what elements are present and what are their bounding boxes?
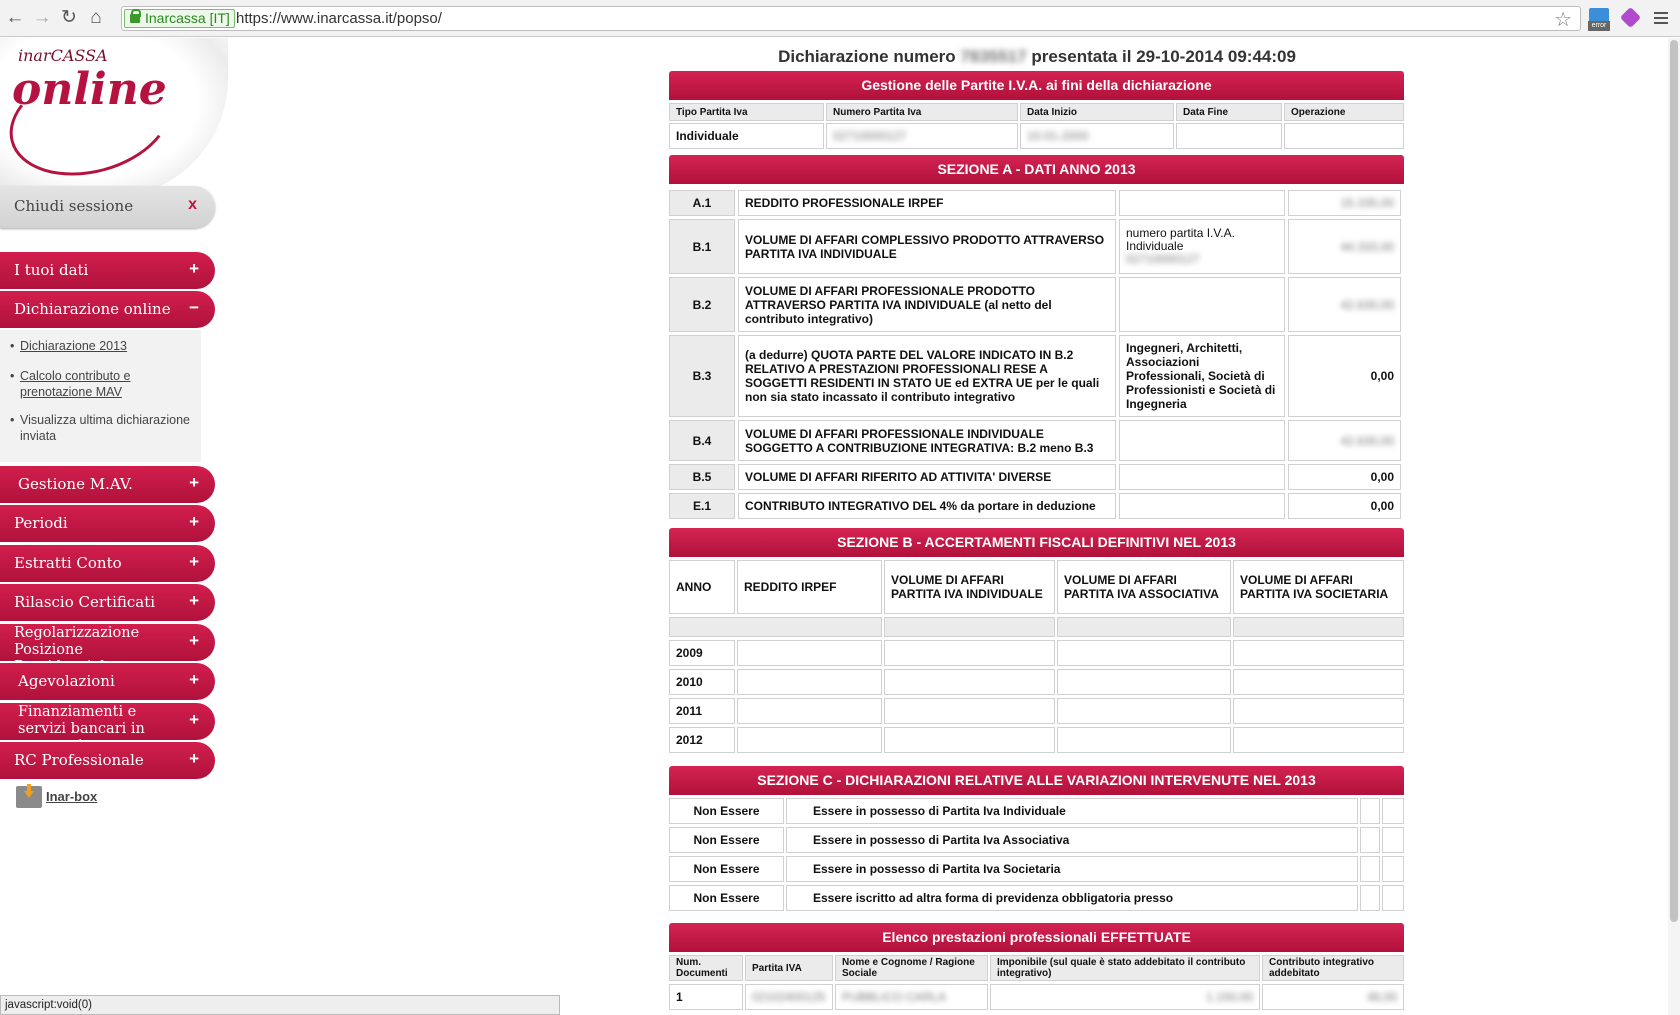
year-cell: 2011 xyxy=(669,698,735,724)
browser-toolbar xyxy=(0,0,1680,37)
plus-icon: + xyxy=(189,259,199,278)
row-desc: (a dedurre) QUOTA PARTE DEL VALORE INDICATO IN B.2 RELATIVO A PRESTAZIONI PROFESSIONALI RESE A SOGGETTI RESIDENTI IN STATO UE ed EXTRA UE per le quali non sia stato incassato il contributo integrativo xyxy=(738,335,1116,417)
tag-icon xyxy=(1620,7,1641,28)
row-code: A.1 xyxy=(669,190,735,216)
ext-badge: error xyxy=(1588,21,1610,31)
logo[interactable] xyxy=(0,38,228,198)
plus-icon: + xyxy=(189,670,199,689)
submenu xyxy=(0,330,201,462)
piva-operazione xyxy=(1284,123,1404,149)
year-cell: 2010 xyxy=(669,669,735,695)
grey-spacer xyxy=(884,617,1055,637)
variation-status: Non Essere xyxy=(669,885,784,911)
empty-cell xyxy=(1057,698,1231,724)
row-code: B.1 xyxy=(669,219,735,274)
reload-icon[interactable]: ↻ xyxy=(61,7,77,28)
menu-item-gestione-mav[interactable] xyxy=(0,466,215,503)
plus-icon: + xyxy=(189,631,199,650)
row-desc: CONTRIBUTO INTEGRATIVO DEL 4% da portare in deduzione xyxy=(738,493,1116,519)
prestazione-piva: 02102400125 xyxy=(745,984,833,1010)
menu-item-label: Estratti Conto xyxy=(14,554,122,572)
col-header: Contributo integrativo addebitato xyxy=(1262,955,1404,981)
grey-spacer xyxy=(1057,617,1231,637)
col-header: Numero Partita Iva xyxy=(826,103,1018,121)
col-header: VOLUME DI AFFARI PARTITA IVA ASSOCIATIVA xyxy=(1057,560,1231,614)
col-header: Nome e Cognome / Ragione Sociale xyxy=(835,955,988,981)
lock-icon xyxy=(130,14,140,23)
menu-item-label: Rilascio Certificati xyxy=(14,593,156,611)
empty-cell xyxy=(1233,640,1404,666)
empty-cell xyxy=(1360,798,1380,824)
menu-item-label: RC Professionale xyxy=(14,751,144,769)
status-bar: javascript:void(0) xyxy=(0,995,560,1015)
row-note xyxy=(1119,277,1285,332)
menu-item-rilascio-certificati[interactable] xyxy=(0,584,215,621)
empty-cell xyxy=(1233,698,1404,724)
variation-status: Non Essere xyxy=(669,827,784,853)
col-header: Partita IVA xyxy=(745,955,833,981)
row-desc: VOLUME DI AFFARI PROFESSIONALE PRODOTTO ATTRAVERSO PARTITA IVA INDIVIDUALE (al netto del contributo integrativo) xyxy=(738,277,1116,332)
menu-item-rc-professionale[interactable] xyxy=(0,742,215,779)
scrollbar-thumb[interactable] xyxy=(1670,40,1678,922)
submenu-text[interactable]: Visualizza ultima dichiarazione inviata xyxy=(20,413,190,443)
empty-cell xyxy=(1382,856,1404,882)
row-value: 0,00 xyxy=(1288,335,1401,417)
row-desc: VOLUME DI AFFARI RIFERITO AD ATTIVITA' DIVERSE xyxy=(738,464,1116,490)
grey-spacer xyxy=(669,617,882,637)
empty-cell xyxy=(737,698,882,724)
row-value: 0,00 xyxy=(1288,493,1401,519)
logo-text-big: online xyxy=(12,64,167,115)
row-note xyxy=(1119,190,1285,216)
row-desc: REDDITO PROFESSIONALE IRPEF xyxy=(738,190,1116,216)
col-header: VOLUME DI AFFARI PARTITA IVA INDIVIDUALE xyxy=(884,560,1055,614)
bullet-icon: • xyxy=(10,413,15,427)
row-note xyxy=(1119,493,1285,519)
empty-cell xyxy=(737,727,882,753)
grey-spacer xyxy=(1233,617,1404,637)
download-icon xyxy=(16,786,42,808)
url-text[interactable]: https://www.inarcassa.it/popso/ xyxy=(236,10,442,27)
empty-cell xyxy=(1360,856,1380,882)
row-value: 42.630,00 xyxy=(1288,420,1401,461)
empty-cell xyxy=(884,669,1055,695)
back-arrow-icon[interactable]: ← xyxy=(5,7,25,28)
logo-text-small: inarCASSA xyxy=(18,46,108,65)
menu-item-label: Finanziamenti e servizi bancari in xyxy=(18,704,145,737)
menu-item-dichiarazione-online[interactable] xyxy=(0,291,215,328)
empty-cell xyxy=(884,640,1055,666)
empty-cell xyxy=(1233,669,1404,695)
menu-item-label: I tuoi dati xyxy=(14,261,89,279)
declaration-number: 7835517 xyxy=(960,47,1027,66)
variation-desc: Essere in possesso di Partita Iva Individuale xyxy=(786,798,1358,824)
col-header: Tipo Partita Iva xyxy=(669,103,824,121)
plus-icon: + xyxy=(189,749,199,768)
row-code: B.2 xyxy=(669,277,735,332)
row-note: numero partita I.V.A. Individuale 02710000127 xyxy=(1119,219,1285,274)
variation-desc: Essere in possesso di Partita Iva Associativa xyxy=(786,827,1358,853)
menu-item-label: Regolarizzazione Posizione xyxy=(14,625,140,658)
variation-desc: Essere iscritto ad altra forma di previdenza obbligatoria presso xyxy=(786,885,1358,911)
col-header: REDDITO IRPEF xyxy=(737,560,882,614)
empty-cell xyxy=(1382,827,1404,853)
menu-item-periodi[interactable] xyxy=(0,505,215,542)
page-title xyxy=(668,47,1406,67)
year-cell: 2012 xyxy=(669,727,735,753)
submenu-link[interactable]: Calcolo contributo e prenotazione MAV xyxy=(20,369,131,399)
row-note xyxy=(1119,420,1285,461)
sidebar xyxy=(0,38,218,1015)
logout-button[interactable] xyxy=(0,186,215,228)
col-header: Operazione xyxy=(1284,103,1404,121)
empty-cell xyxy=(1057,669,1231,695)
plus-icon: + xyxy=(189,552,199,571)
menu-item-label: Dichiarazione online xyxy=(14,300,171,318)
row-value: 42.630,00 xyxy=(1288,277,1401,332)
menu-item-finanziamenti[interactable] xyxy=(0,703,215,740)
variation-status: Non Essere xyxy=(669,856,784,882)
inar-box-link[interactable] xyxy=(16,786,136,808)
menu-item-label: Periodi xyxy=(14,514,68,532)
empty-cell xyxy=(737,640,882,666)
prestazione-imponibile: 1.150,00 xyxy=(990,984,1260,1010)
ssl-label: Inarcassa [IT] xyxy=(145,10,230,26)
row-code: E.1 xyxy=(669,493,735,519)
menu-hamburger-icon[interactable] xyxy=(1652,9,1674,31)
row-note xyxy=(1119,464,1285,490)
menu-item-tuoi-dati[interactable] xyxy=(0,252,215,289)
section-header-piva: Gestione delle Partite I.V.A. ai fini della dichiarazione xyxy=(669,71,1404,100)
col-header: Imponibile (sul quale è stato addebitato il contributo integrativo) xyxy=(990,955,1260,981)
col-header: VOLUME DI AFFARI PARTITA IVA SOCIETARIA xyxy=(1233,560,1404,614)
empty-cell xyxy=(1360,885,1380,911)
variation-status: Non Essere xyxy=(669,798,784,824)
row-code: B.4 xyxy=(669,420,735,461)
ssl-badge[interactable] xyxy=(124,9,235,28)
prestazione-contributo: 46,00 xyxy=(1262,984,1404,1010)
close-icon: x xyxy=(188,196,197,213)
section-header-b: SEZIONE B - ACCERTAMENTI FISCALI DEFINITIVI NEL 2013 xyxy=(669,528,1404,557)
col-header: Data Fine xyxy=(1176,103,1282,121)
menu-item-agevolazioni[interactable] xyxy=(0,663,215,700)
row-note: Ingegneri, Architetti, Associazioni Professionali, Società di Professionisti e Società di Ingegneria xyxy=(1119,335,1285,417)
menu-item-label: Gestione M.AV. xyxy=(18,475,133,493)
empty-cell xyxy=(884,727,1055,753)
extension-icon[interactable] xyxy=(1588,8,1610,30)
piva-data-inizio: 10-01-2000 xyxy=(1020,123,1174,149)
logout-label: Chiudi sessione xyxy=(14,197,134,215)
menu-item-estratti-conto[interactable] xyxy=(0,545,215,582)
forward-arrow-icon[interactable]: → xyxy=(32,7,52,28)
title-suffix: presentata il 29-10-2014 09:44:09 xyxy=(1031,47,1296,66)
piva-tipo: Individuale xyxy=(669,123,824,149)
address-bar[interactable] xyxy=(121,6,1581,31)
inar-box-label: Inar-box xyxy=(46,789,98,804)
row-value: 44.333,00 xyxy=(1288,219,1401,274)
plus-icon: + xyxy=(189,591,199,610)
section-header-prestazioni: Elenco prestazioni professionali EFFETTUATE xyxy=(669,923,1404,952)
bookmark-star-icon[interactable]: ☆ xyxy=(1554,9,1572,31)
plus-icon: + xyxy=(189,512,199,531)
prestazione-nome: PUBBLICO CARLA xyxy=(835,984,988,1010)
title-prefix: Dichiarazione numero xyxy=(778,47,956,66)
section-header-c: SEZIONE C - DICHIARAZIONI RELATIVE ALLE VARIAZIONI INTERVENUTE NEL 2013 xyxy=(669,766,1404,795)
col-header: Num. Documenti xyxy=(669,955,743,981)
empty-cell xyxy=(737,669,882,695)
submenu-link[interactable]: Dichiarazione 2013 xyxy=(20,339,128,353)
bullet-icon: • xyxy=(10,369,15,383)
empty-cell xyxy=(1382,798,1404,824)
menu-item-label: Agevolazioni xyxy=(18,672,115,690)
piva-numero: 02710000127 xyxy=(826,123,1018,149)
empty-cell xyxy=(1057,727,1231,753)
col-header: Data Inizio xyxy=(1020,103,1174,121)
year-cell: 2009 xyxy=(669,640,735,666)
tag-extension-icon[interactable] xyxy=(1620,8,1642,30)
plus-icon: + xyxy=(189,473,199,492)
empty-cell xyxy=(1382,885,1404,911)
empty-cell xyxy=(1360,827,1380,853)
empty-cell xyxy=(1057,640,1231,666)
section-header-a: SEZIONE A - DATI ANNO 2013 xyxy=(669,155,1404,184)
minus-icon: − xyxy=(189,298,199,317)
row-value: 15.335,00 xyxy=(1288,190,1401,216)
row-value: 0,00 xyxy=(1288,464,1401,490)
plus-icon: + xyxy=(189,710,199,729)
empty-cell xyxy=(884,698,1055,724)
menu-item-regolarizzazione[interactable] xyxy=(0,624,215,661)
prestazione-num: 1 xyxy=(669,984,743,1010)
row-desc: VOLUME DI AFFARI COMPLESSIVO PRODOTTO ATTRAVERSO PARTITA IVA INDIVIDUALE xyxy=(738,219,1116,274)
col-header: ANNO xyxy=(669,560,735,614)
variation-desc: Essere in possesso di Partita Iva Societaria xyxy=(786,856,1358,882)
piva-data-fine xyxy=(1176,123,1282,149)
vertical-scrollbar[interactable] xyxy=(1668,38,1680,1015)
empty-cell xyxy=(1233,727,1404,753)
row-code: B.5 xyxy=(669,464,735,490)
row-desc: VOLUME DI AFFARI PROFESSIONALE INDIVIDUALE SOGGETTO A CONTRIBUZIONE INTEGRATIVA: B.2 meno B.3 xyxy=(738,420,1116,461)
bullet-icon: • xyxy=(10,339,15,353)
row-code: B.3 xyxy=(669,335,735,417)
home-icon[interactable]: ⌂ xyxy=(90,7,102,28)
